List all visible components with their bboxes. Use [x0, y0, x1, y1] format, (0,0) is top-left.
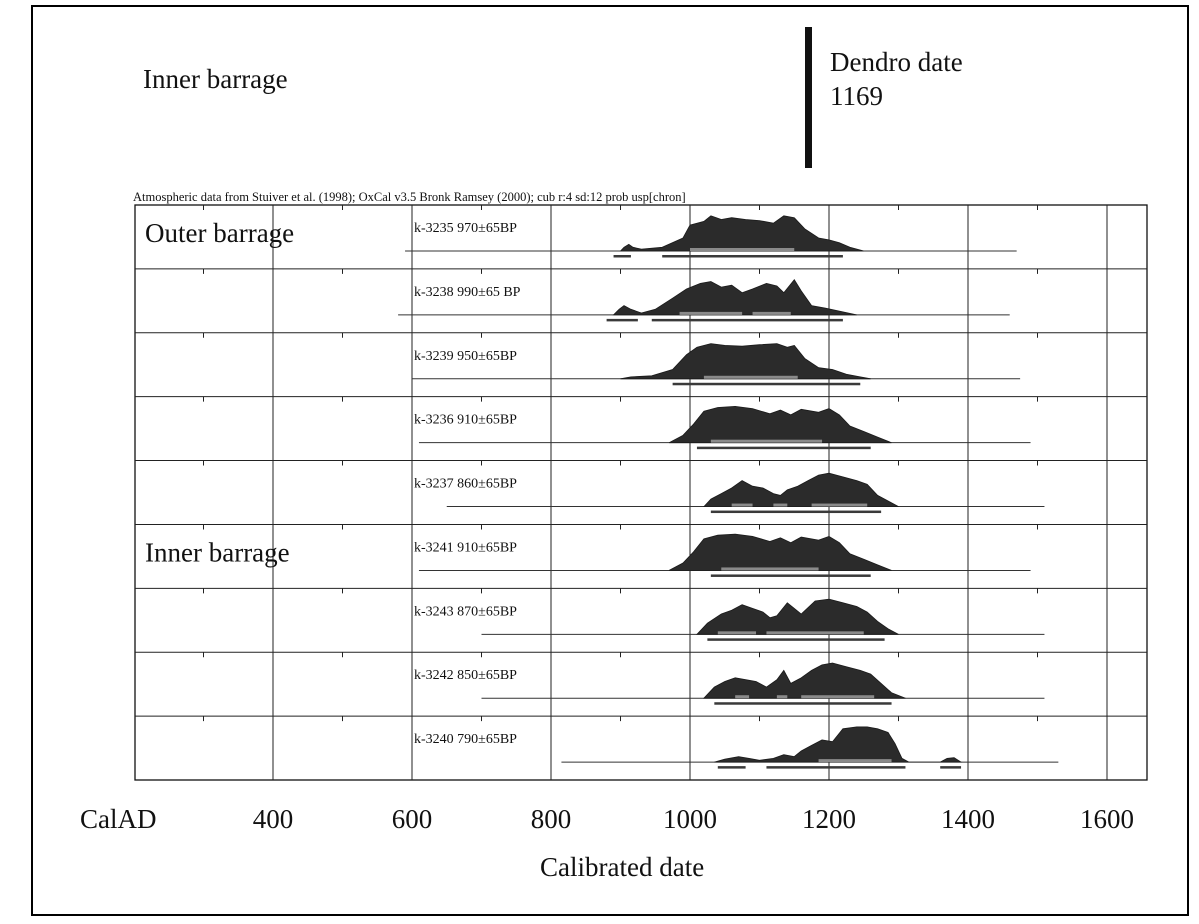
hpd-68-bar: [777, 695, 787, 698]
x-tick-label: 1000: [663, 804, 717, 834]
hpd-95-bar: [607, 319, 638, 322]
sample-distribution: [714, 727, 961, 762]
x-tick-label: 600: [391, 804, 433, 834]
sample-distribution: [621, 216, 864, 251]
sample-label: k-3240 790±65BP: [414, 732, 517, 748]
x-unit-label: CalAD: [80, 804, 157, 834]
x-tick-label: 800: [530, 804, 572, 834]
figure-title: Inner barrage: [143, 64, 288, 94]
sample-distribution: [614, 280, 857, 315]
hpd-68-bar: [766, 631, 863, 634]
sample-label: k-3235 970±65BP: [414, 221, 517, 236]
hpd-68-bar: [718, 631, 756, 634]
hpd-68-bar: [812, 504, 868, 507]
hpd-95-bar: [711, 511, 881, 514]
hpd-68-bar: [753, 312, 791, 315]
hpd-95-bar: [707, 638, 884, 641]
sample-distribution: [697, 599, 899, 634]
hpd-95-bar: [697, 447, 871, 450]
x-tick-label: 1200: [802, 804, 856, 834]
hpd-95-bar: [766, 766, 905, 769]
hpd-68-bar: [704, 376, 798, 379]
hpd-68-bar: [801, 695, 874, 698]
sample-label: k-3241 910±65BP: [414, 540, 517, 556]
hpd-68-bar: [819, 759, 892, 762]
sample-distribution: [669, 406, 891, 442]
hpd-95-bar: [718, 766, 746, 769]
hpd-95-bar: [673, 383, 861, 386]
hpd-68-bar: [690, 248, 794, 251]
plot-border: [135, 205, 1147, 780]
hpd-68-bar: [711, 440, 822, 443]
sample-distribution: [669, 534, 891, 570]
sample-label: k-3239 950±65BP: [414, 348, 517, 364]
hpd-95-bar: [714, 702, 891, 705]
hpd-68-bar: [735, 695, 749, 698]
x-tick-label: 1400: [941, 804, 995, 834]
x-axis-title: Calibrated date: [540, 852, 705, 882]
group-label: Inner barrage: [145, 537, 290, 568]
hpd-68-bar: [680, 312, 743, 315]
sample-distribution: [621, 344, 871, 379]
calibration-note: Atmospheric data from Stuiver et al. (1998); OxCal v3.5 Bronk Ramsey (2000); cub r:4 sd:12 prob usp[chron]: [133, 190, 686, 204]
sample-label: k-3236 910±65BP: [414, 412, 517, 428]
hpd-95-bar: [662, 255, 843, 258]
x-tick-label: 1600: [1080, 804, 1134, 834]
sample-label: k-3242 850±65BP: [414, 668, 517, 684]
hpd-68-bar: [721, 567, 818, 570]
hpd-95-bar: [940, 766, 961, 769]
hpd-68-bar: [773, 504, 787, 507]
group-label: Outer barrage: [145, 218, 295, 248]
sample-distribution: [704, 473, 899, 506]
hpd-95-bar: [652, 319, 843, 322]
dendro-label-text: Dendro date: [830, 47, 963, 77]
sample-label: k-3237 860±65BP: [414, 476, 517, 492]
hpd-68-bar: [732, 504, 753, 507]
dendro-year: 1169: [830, 81, 883, 111]
x-tick-label: 400: [252, 804, 294, 834]
hpd-95-bar: [614, 255, 631, 258]
sample-label: k-3243 870±65BP: [414, 604, 517, 620]
sample-label: k-3238 990±65 BP: [414, 284, 521, 300]
hpd-95-bar: [711, 574, 871, 577]
sample-distribution: [704, 663, 906, 698]
